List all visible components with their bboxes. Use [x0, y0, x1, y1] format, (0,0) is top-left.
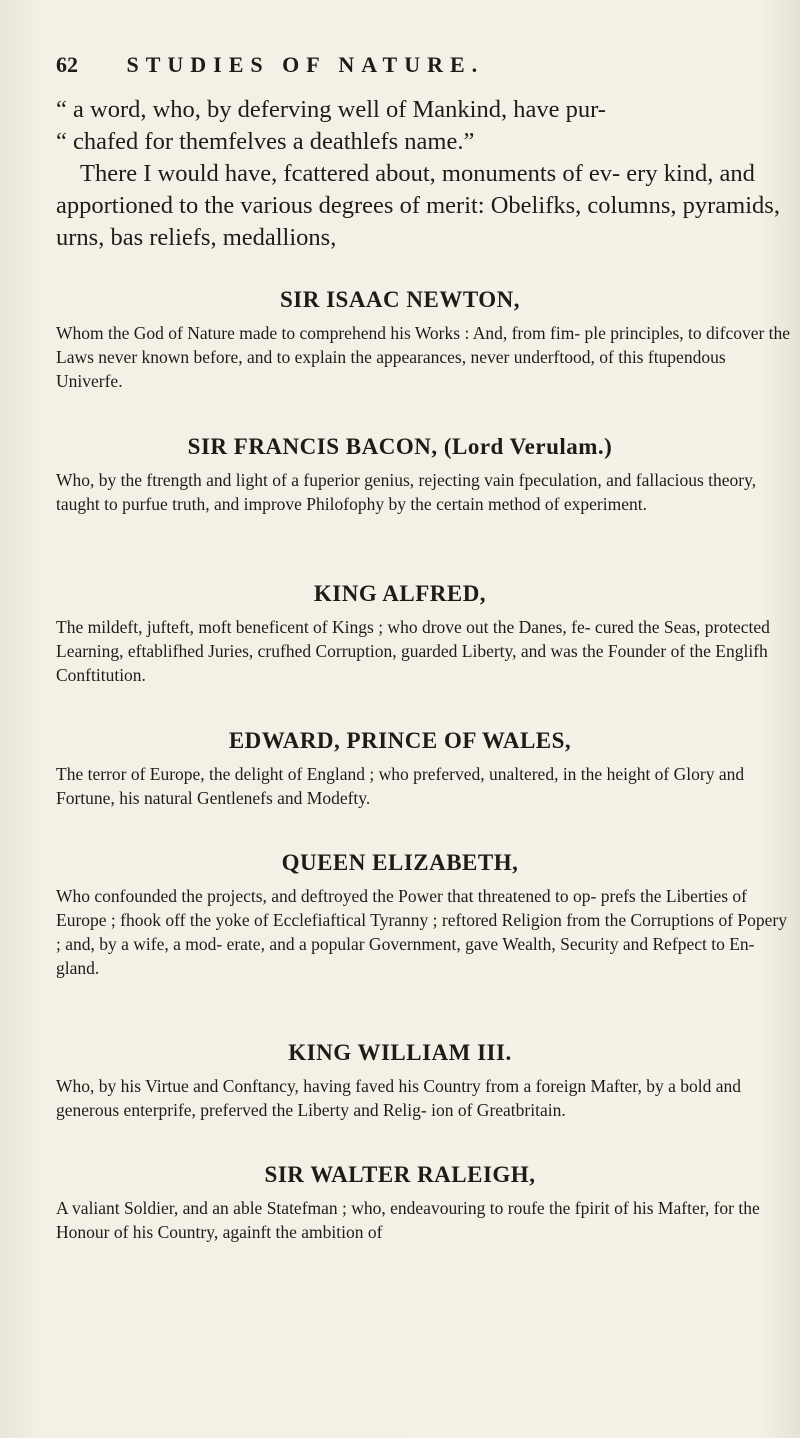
entry-title-edward: EDWARD, PRINCE OF WALES,	[228, 728, 572, 753]
entry-title-raleigh: SIR WALTER RALEIGH,	[264, 1162, 536, 1187]
intro-text	[56, 94, 782, 254]
entry-title-newton: SIR ISAAC NEWTON,	[279, 287, 521, 312]
entry-title-alfred: KING ALFRED,	[313, 581, 487, 606]
quote-line-2: “ chafed for themfelves a deathlefs name.”	[56, 128, 475, 155]
entry-text-raleigh: A valiant Soldier, and an able Statefman ; who, endeavouring to roufe the fpirit of his Mafter, for the Honour of his Country, againft the ambition of	[56, 1198, 760, 1242]
entry-title-william: KING WILLIAM III.	[288, 1040, 512, 1065]
page-number: 62	[56, 52, 78, 77]
entry-text-edward: The terror of Europe, the delight of England ; who preferved, unaltered, in the height of Glory and Fortune, his natural Gentlenefs and Modefty.	[56, 764, 745, 808]
entry-text-william: Who, by his Virtue and Conftancy, having faved his Country from a foreign Mafter, by a bold and generous enterprife, preferved the Liberty and Relig- ion of Greatbritain.	[56, 1076, 741, 1120]
page-header	[56, 52, 760, 78]
quote-line-1: “ a word, who, by deferving well of Mankind, have pur-	[56, 96, 606, 123]
entry-title-elizabeth: QUEEN ELIZABETH,	[281, 850, 519, 875]
running-head: STUDIES OF NATURE.	[126, 52, 485, 77]
entry-text-alfred: The mildeft, jufteft, moft beneficent of Kings ; who drove out the Danes, fe- cured the Seas, protected Learning, eftablifhed Juries, crufhed Corruption, guarded Liberty, and was the Founder of the Englifh Conftitution.	[56, 617, 770, 685]
entry-text-bacon: Who, by the ftrength and light of a fuperior genius, rejecting vain fpeculation, and fallacious theory, taught to purfue truth, and improve Philofophy by the certain method of experiment.	[56, 470, 757, 514]
entry-text-newton: Whom the God of Nature made to comprehend his Works : And, from fim- ple principles, to difcover the Laws never known before, and to explain the appearances, never underftood, of this ftupendous Univerfe.	[56, 323, 791, 391]
entry-text-elizabeth: Who confounded the projects, and deftroyed the Power that threatened to op- prefs the Liberties of Europe ; fhook off the yoke of Ecclefiaftical Tyranny ; reftored Religion from the Corruptions of Popery ; and, by a wife, a mod- erate, and a popular Government, gave Wealth, Security and Refpect to En- gland.	[56, 886, 787, 978]
entry-title-bacon: SIR FRANCIS BACON, (Lord Verulam.)	[187, 434, 613, 459]
intro-paragraph: There I would have, fcattered about, monuments of ev- ery kind, and apportioned to the various degrees of merit: Obelifks, columns, pyramids, urns, bas reliefs, medallions,	[56, 160, 780, 251]
